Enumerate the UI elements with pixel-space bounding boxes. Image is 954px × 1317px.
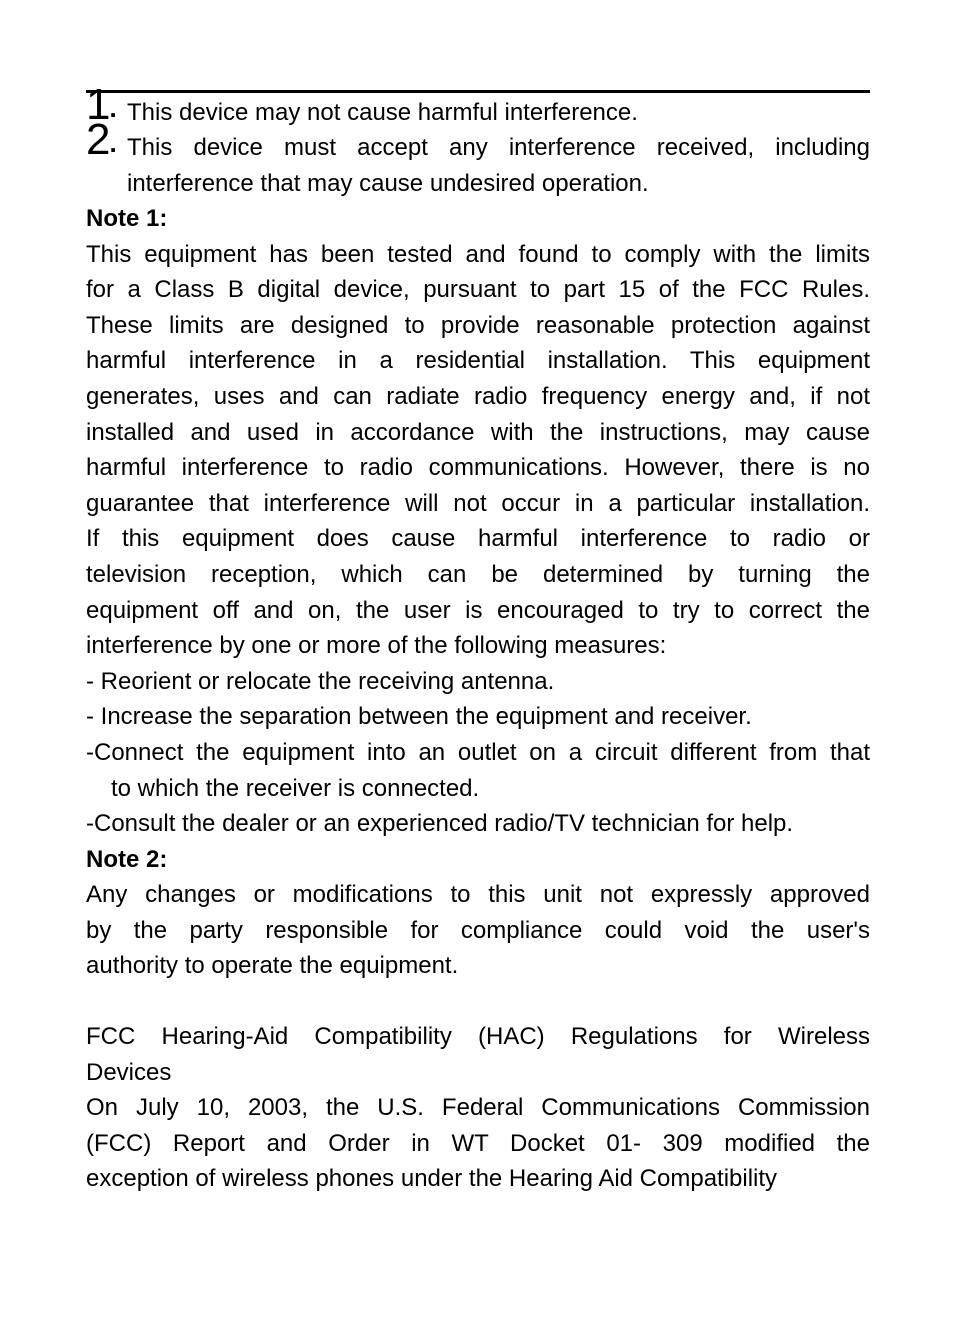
measure-item: - Increase the separation between the equipment and receiver. <box>86 703 752 731</box>
item-text: This device may not cause harmful interference. <box>127 99 638 126</box>
note1-line: installed and used in accordance with the instructions, may cause <box>86 418 870 446</box>
hac-section <box>86 1019 870 1197</box>
note1-line: equipment off and on, the user is encouraged to try to correct the <box>86 596 870 624</box>
item-number: 1. <box>86 80 116 129</box>
note1-line: harmful interference in a residential installation. This equipment <box>86 347 870 375</box>
hac-line: exception of wireless phones under the Hearing Aid Compatibility <box>86 1165 778 1193</box>
note1-line: harmful interference to radio communications. However, there is no <box>86 454 870 482</box>
measure-item-continuation: to which the receiver is connected. <box>111 774 480 802</box>
measure-item: - Reorient or relocate the receiving antenna. <box>86 667 555 695</box>
note1-line: for a Class B digital device, pursuant to part 15 of the FCC Rules. <box>86 276 870 304</box>
hac-line: On July 10, 2003, the U.S. Federal Communications Commission <box>86 1094 870 1122</box>
note2-line: Any changes or modifications to this unit not expressly approved <box>86 881 870 909</box>
item-text: This device must accept any interference received, including interference that may cause undesired operation. <box>127 134 870 197</box>
numbered-item-2 <box>86 115 870 201</box>
hac-title: FCC Hearing-Aid Compatibility (HAC) Regulations for Wireless <box>86 1023 870 1050</box>
numbered-item-1 <box>86 80 870 131</box>
note1-line: guarantee that interference will not occur in a particular installation. <box>86 489 870 517</box>
top-rule <box>86 90 870 93</box>
note1-section <box>86 201 870 984</box>
note1-line: This equipment has been tested and found to comply with the limits <box>86 240 870 268</box>
note1-line: If this equipment does cause harmful interference to radio or <box>86 525 870 553</box>
hac-title: Devices <box>86 1058 172 1086</box>
note2-line: authority to operate the equipment. <box>86 952 459 980</box>
measure-item: -Connect the equipment into an outlet on a circuit different from that <box>86 738 870 766</box>
item-number: 2. <box>86 115 116 164</box>
note2-line: by the party responsible for compliance could void the user's <box>86 916 870 944</box>
note1-heading: Note 1: <box>86 205 168 232</box>
measure-item: -Consult the dealer or an experienced radio/TV technician for help. <box>86 810 794 838</box>
hac-line: (FCC) Report and Order in WT Docket 01- 309 modified the <box>86 1129 870 1157</box>
note2-heading: Note 2: <box>86 845 168 873</box>
note1-line: television reception, which can be determined by turning the <box>86 560 870 588</box>
note1-line: generates, uses and can radiate radio frequency energy and, if not <box>86 382 870 410</box>
note1-line: interference by one or more of the following measures: <box>86 632 667 660</box>
note1-line: These limits are designed to provide reasonable protection against <box>86 311 870 339</box>
